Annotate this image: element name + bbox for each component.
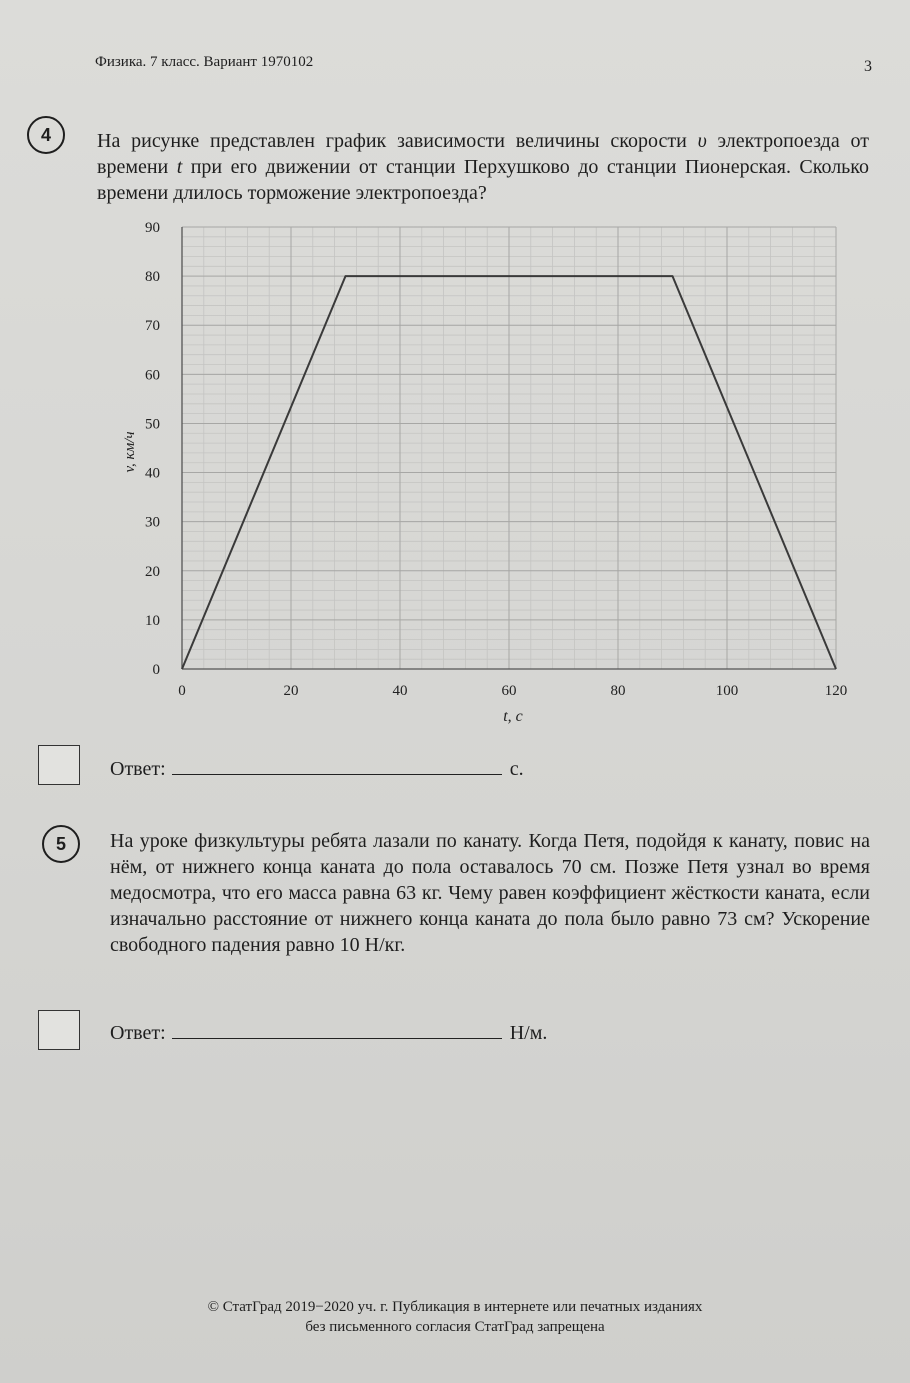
answer-unit-5: Н/м. — [509, 1022, 548, 1044]
answer-row-4 — [110, 756, 524, 781]
answer-box-4[interactable] — [38, 745, 80, 785]
y-tick-label: 90 — [145, 220, 160, 236]
x-tick-label: 60 — [501, 683, 517, 699]
q4-text-part3: при его движении от станции Перхушково до станции Пионерская. Сколько времени длилось торможение электропоезда? — [97, 156, 870, 204]
chart-x-axis-label: t, c — [503, 708, 523, 725]
y-tick-label: 80 — [145, 269, 160, 286]
q4-var-t: t — [176, 156, 183, 178]
footer-line-2: без письменного согласия СтатГрад запрещена — [305, 1319, 605, 1335]
y-tick-label: 20 — [145, 563, 160, 580]
chart-major-grid — [182, 227, 836, 669]
page-number: 3 — [864, 58, 872, 75]
y-tick-label: 70 — [145, 318, 160, 335]
q4-text-part1: На рисунке представлен график зависимости величины скорости — [97, 130, 698, 152]
x-tick-label: 100 — [715, 683, 739, 699]
x-tick-label: 20 — [283, 683, 299, 699]
y-tick-label: 50 — [145, 416, 160, 433]
x-tick-label: 120 — [824, 683, 848, 699]
copyright-footer — [0, 1297, 910, 1337]
answer-row-5 — [110, 1020, 547, 1045]
q4-var-v: υ — [697, 130, 707, 152]
chart-y-axis-label: v, км/ч — [122, 431, 138, 473]
answer-label-5: Ответ: — [110, 1022, 166, 1044]
y-tick-label: 40 — [145, 465, 160, 482]
question-5-number: 5 — [42, 825, 80, 863]
chart-tick-labels — [145, 220, 847, 699]
y-tick-label: 30 — [145, 514, 160, 531]
y-tick-label: 10 — [145, 612, 160, 629]
answer-line-4[interactable] — [172, 756, 502, 775]
answer-unit-4: с. — [509, 758, 524, 780]
answer-box-5[interactable] — [38, 1010, 80, 1050]
question-4-number: 4 — [27, 116, 65, 154]
q4-text-part2: электропоезда от времени — [97, 130, 870, 178]
question-5-text: На уроке физкультуры ребята лазали по канату. Когда Петя, подойдя к канату, повис на нём, от нижнего конца каната до пола оставалось 70 см. Позже Петя узнал во время медосмотра, что его масса равна 63 кг. Чему равен коэффициент жёсткости каната, если изначально расстояние от нижнего конца каната до пола было равно 73 см? Ускорение свободного падения равно 10 Н/кг. — [110, 830, 870, 956]
x-tick-label: 80 — [610, 683, 626, 699]
y-tick-label: 60 — [145, 367, 160, 384]
footer-line-1: © СтатГрад 2019−2020 уч. г. Публикация в интернете или печатных изданиях — [207, 1299, 703, 1315]
y-tick-label: 0 — [152, 662, 160, 678]
answer-label-4: Ответ: — [110, 758, 166, 780]
answer-line-5[interactable] — [172, 1020, 502, 1039]
page-header-title: Физика. 7 класс. Вариант 1970102 — [95, 54, 314, 70]
x-tick-label: 40 — [392, 683, 408, 699]
x-tick-label: 0 — [178, 683, 186, 699]
